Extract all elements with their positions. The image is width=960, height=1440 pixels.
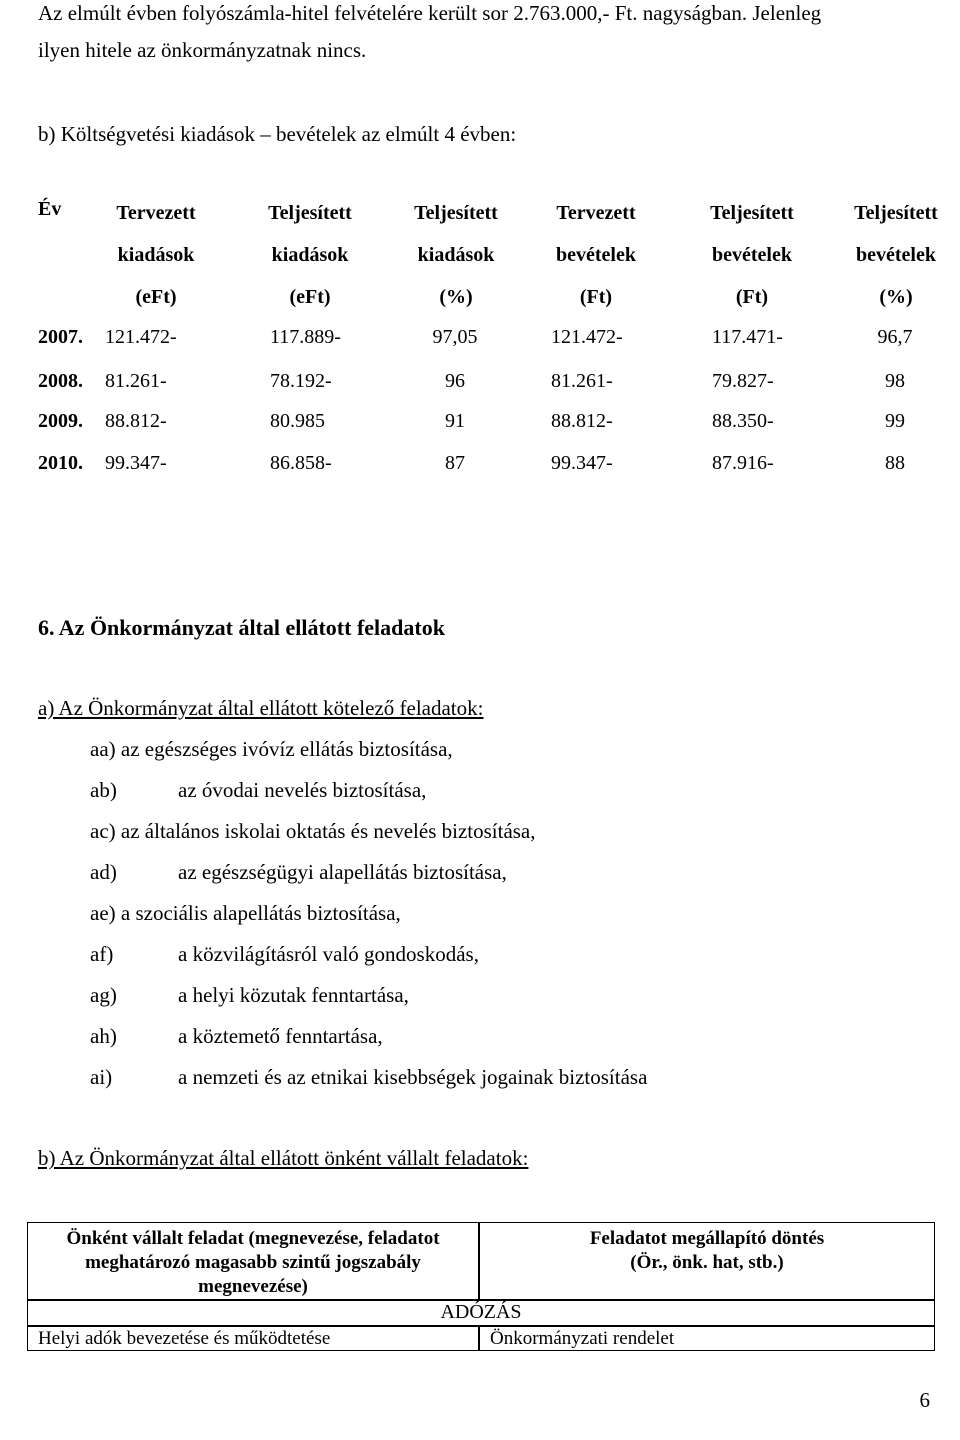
list-item [90, 940, 479, 968]
table-cell: 79.827- [712, 370, 774, 392]
table-cell: 87.916- [712, 452, 774, 474]
list-item [90, 776, 427, 804]
list-item-text: a szociális alapellátás biztosítása, [120, 901, 401, 925]
table-divider [478, 1325, 480, 1350]
table-cell: 121.472- [551, 326, 623, 348]
col-task-header-l2: meghatározó magasabb szintű jogszabály [85, 1252, 421, 1273]
list-item-code: ag) [90, 983, 117, 1007]
header-actual-rev-l1: Teljesített [710, 202, 794, 224]
header-actual-rev-pct-l1: Teljesített [854, 202, 938, 224]
col-decision-header-l2: (Ör., önk. hat, stb.) [630, 1252, 784, 1273]
list-item-text: az általános iskolai oktatás és nevelés biztosítása, [120, 819, 536, 843]
table-cell: 121.472- [105, 326, 177, 348]
list-item-text: a köztemető fenntartása, [178, 1024, 383, 1048]
list-item-text: az óvodai nevelés biztosítása, [178, 778, 427, 802]
list-item-code: ah) [90, 1024, 117, 1048]
table-cell: 98 [885, 370, 905, 392]
list-item-code: ac) [90, 819, 116, 843]
table-cell: 78.192- [270, 370, 332, 392]
table-cell: 88 [885, 452, 905, 474]
header-planned-rev-l2: bevételek [556, 244, 636, 266]
header-planned-exp-l1: Tervezett [116, 202, 196, 224]
list-item [90, 817, 536, 845]
table-cell: 99 [885, 410, 905, 432]
table-cell-decision: Önkormányzati rendelet [490, 1328, 675, 1349]
table-cell: 80.985 [270, 410, 325, 432]
header-planned-exp-l3: (eFt) [135, 286, 177, 308]
list-item-code: ad) [90, 860, 117, 884]
header-actual-exp-pct-l3: (%) [439, 286, 473, 308]
table-cell: 87 [445, 452, 465, 474]
header-year: Év [38, 198, 62, 220]
list-item [90, 1022, 383, 1050]
group-label: ADÓZÁS [440, 1301, 522, 1323]
header-actual-rev-pct-l2: bevételek [856, 244, 936, 266]
header-actual-rev-l2: bevételek [712, 244, 792, 266]
table-cell: 96 [445, 370, 465, 392]
table-cell: 91 [445, 410, 465, 432]
table-cell: 96,7 [877, 326, 913, 348]
header-actual-exp-pct-l1: Teljesített [414, 202, 498, 224]
header-actual-exp-l2: kiadások [271, 244, 349, 266]
header-actual-rev-pct-l3: (%) [879, 286, 913, 308]
header-planned-exp-l2: kiadások [117, 244, 195, 266]
table-row-year: 2007. [38, 326, 83, 348]
list-item [90, 981, 409, 1009]
col-decision-header-l1: Feladatot megállapító döntés [589, 1228, 825, 1249]
list-item-code: ab) [90, 778, 117, 802]
header-actual-exp-l3: (eFt) [289, 286, 331, 308]
table-cell: 97,05 [432, 326, 478, 348]
list-item [90, 899, 401, 927]
section-6a-heading: a) Az Önkormányzat által ellátott kötelező feladatok: [38, 696, 484, 720]
table-cell: 88.812- [551, 410, 613, 432]
header-planned-rev-l3: (Ft) [579, 286, 613, 308]
list-item-code: af) [90, 942, 114, 966]
table-row-year: 2009. [38, 410, 83, 432]
list-item-text: az egészséges ivóvíz ellátás biztosítása, [120, 737, 453, 761]
list-item [90, 858, 507, 886]
list-item [90, 735, 453, 763]
col-task-header-l3: megnevezése) [198, 1276, 308, 1297]
list-item-text: a helyi közutak fenntartása, [178, 983, 409, 1007]
table-cell: 81.261- [551, 370, 613, 392]
header-actual-rev-l3: (Ft) [735, 286, 769, 308]
table-cell: 81.261- [105, 370, 167, 392]
table-cell: 99.347- [105, 452, 167, 474]
table-cell: 86.858- [270, 452, 332, 474]
header-actual-exp-l1: Teljesített [268, 202, 352, 224]
budget-table [0, 196, 960, 486]
section-6b-heading: b) Az Önkormányzat által ellátott önként vállalt feladatok: [38, 1146, 529, 1170]
table-cell: 117.889- [270, 326, 341, 348]
list-item-code: ae) [90, 901, 116, 925]
budget-heading: b) Költségvetési kiadások – bevételek az elmúlt 4 évben: [38, 122, 517, 146]
table-row-year: 2010. [38, 452, 83, 474]
section-6-title: 6. Az Önkormányzat által ellátott feladatok [38, 615, 445, 640]
list-item-text: az egészségügyi alapellátás biztosítása, [178, 860, 507, 884]
list-item-code: ai) [90, 1065, 113, 1089]
table-cell: 117.471- [712, 326, 783, 348]
table-cell: 99.347- [551, 452, 613, 474]
table-row-year: 2008. [38, 370, 83, 392]
page-number: 6 [919, 1388, 930, 1412]
list-item-code: aa) [90, 737, 116, 761]
table-cell: 88.812- [105, 410, 167, 432]
table-cell-task: Helyi adók bevezetése és működtetése [38, 1328, 331, 1349]
intro-line-1: Az elmúlt évben folyószámla-hitel felvételére került sor 2.763.000,- Ft. nagyságban. Jelenleg [38, 1, 822, 25]
list-item-text: a nemzeti és az etnikai kisebbségek jogainak biztosítása [178, 1065, 648, 1089]
list-item [90, 1063, 648, 1091]
header-actual-exp-pct-l2: kiadások [417, 244, 495, 266]
intro-line-2: ilyen hitele az önkormányzatnak nincs. [38, 38, 367, 62]
list-item-text: a közvilágításról való gondoskodás, [178, 942, 479, 966]
voluntary-tasks-table [27, 1222, 935, 1351]
header-planned-rev-l1: Tervezett [556, 202, 636, 224]
col-task-header-l1: Önként vállalt feladat (megnevezése, feladatot [66, 1228, 440, 1249]
table-cell: 88.350- [712, 410, 774, 432]
